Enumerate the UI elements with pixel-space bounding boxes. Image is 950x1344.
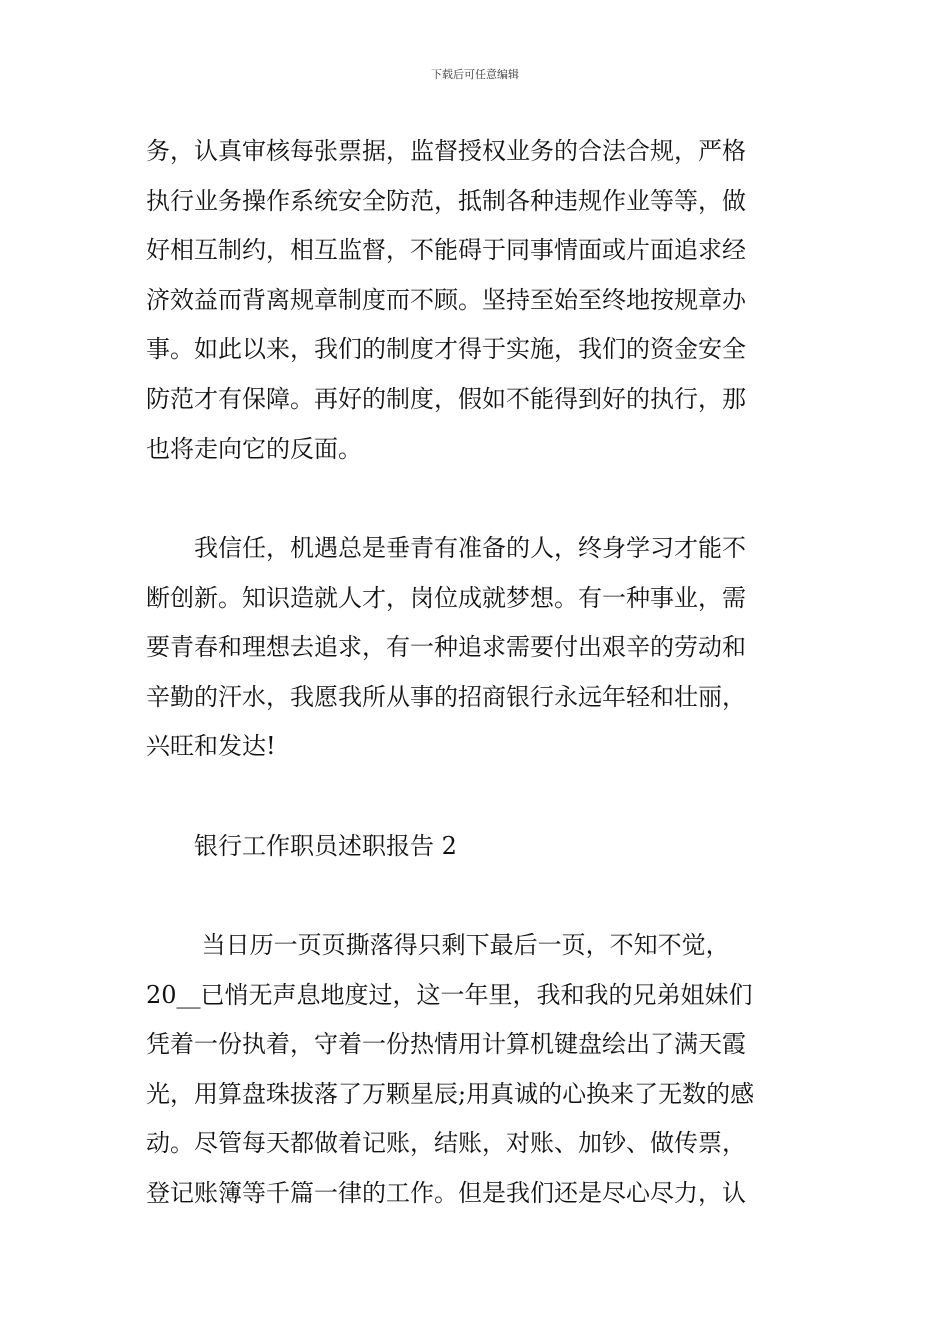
text-line: 要青春和理想去追求，有一种追求需要付出艰辛的劳动和 (146, 633, 746, 662)
paragraph-4 (146, 921, 816, 1219)
paragraph-2 (146, 524, 816, 772)
text-line: 20__已悄无声息地度过，这一年里，我和我的兄弟姐妹们 (146, 980, 753, 1009)
text-line: 凭着一份执着，守着一份热情用计算机键盘绘出了满天霞 (146, 1030, 746, 1059)
text-line: 动。尽管每天都做着记账，结账，对账、加钞、做传票， (146, 1129, 746, 1158)
heading-line: 银行工作职员述职报告 2 (146, 832, 457, 860)
page-header: 下载后可任意编辑 (431, 68, 519, 81)
text-line: 登记账簿等千篇一律的工作。但是我们还是尽心尽力，认 (146, 1178, 746, 1207)
text-line: 我信任，机遇总是垂青有准备的人，终身学习才能不 (146, 534, 746, 562)
text-line: 光，用算盘珠拔落了万颗星辰;用真诚的心换来了无数的感 (146, 1079, 755, 1108)
paragraph-1 (146, 127, 816, 474)
text-line: 济效益而背离规章制度而不顾。坚持至始至终地按规章办 (146, 285, 746, 314)
text-line: 执行业务操作系统安全防范，抵制各种违规作业等等，做 (146, 186, 746, 215)
section-heading (146, 822, 816, 872)
text-line: 也将走向它的反面。 (146, 434, 362, 463)
text-line: 务，认真审核每张票据，监督授权业务的合法合规，严格 (146, 137, 746, 165)
text-line: 好相互制约，相互监督，不能碍于同事情面或片面追求经 (146, 236, 746, 265)
text-line: 防范才有保障。再好的制度，假如不能得到好的执行，那 (146, 384, 746, 413)
text-line: 事。如此以来，我们的制度才得于实施，我们的资金安全 (146, 335, 746, 364)
text-line: 当日历一页页撕落得只剩下最后一页，不知不觉， (146, 931, 730, 959)
text-line: 兴旺和发达! (146, 732, 276, 761)
text-line: 辛勤的汗水，我愿我所从事的招商银行永远年轻和壮丽， (146, 682, 746, 711)
text-line: 断创新。知识造就人才，岗位成就梦想。有一种事业，需 (146, 583, 746, 612)
